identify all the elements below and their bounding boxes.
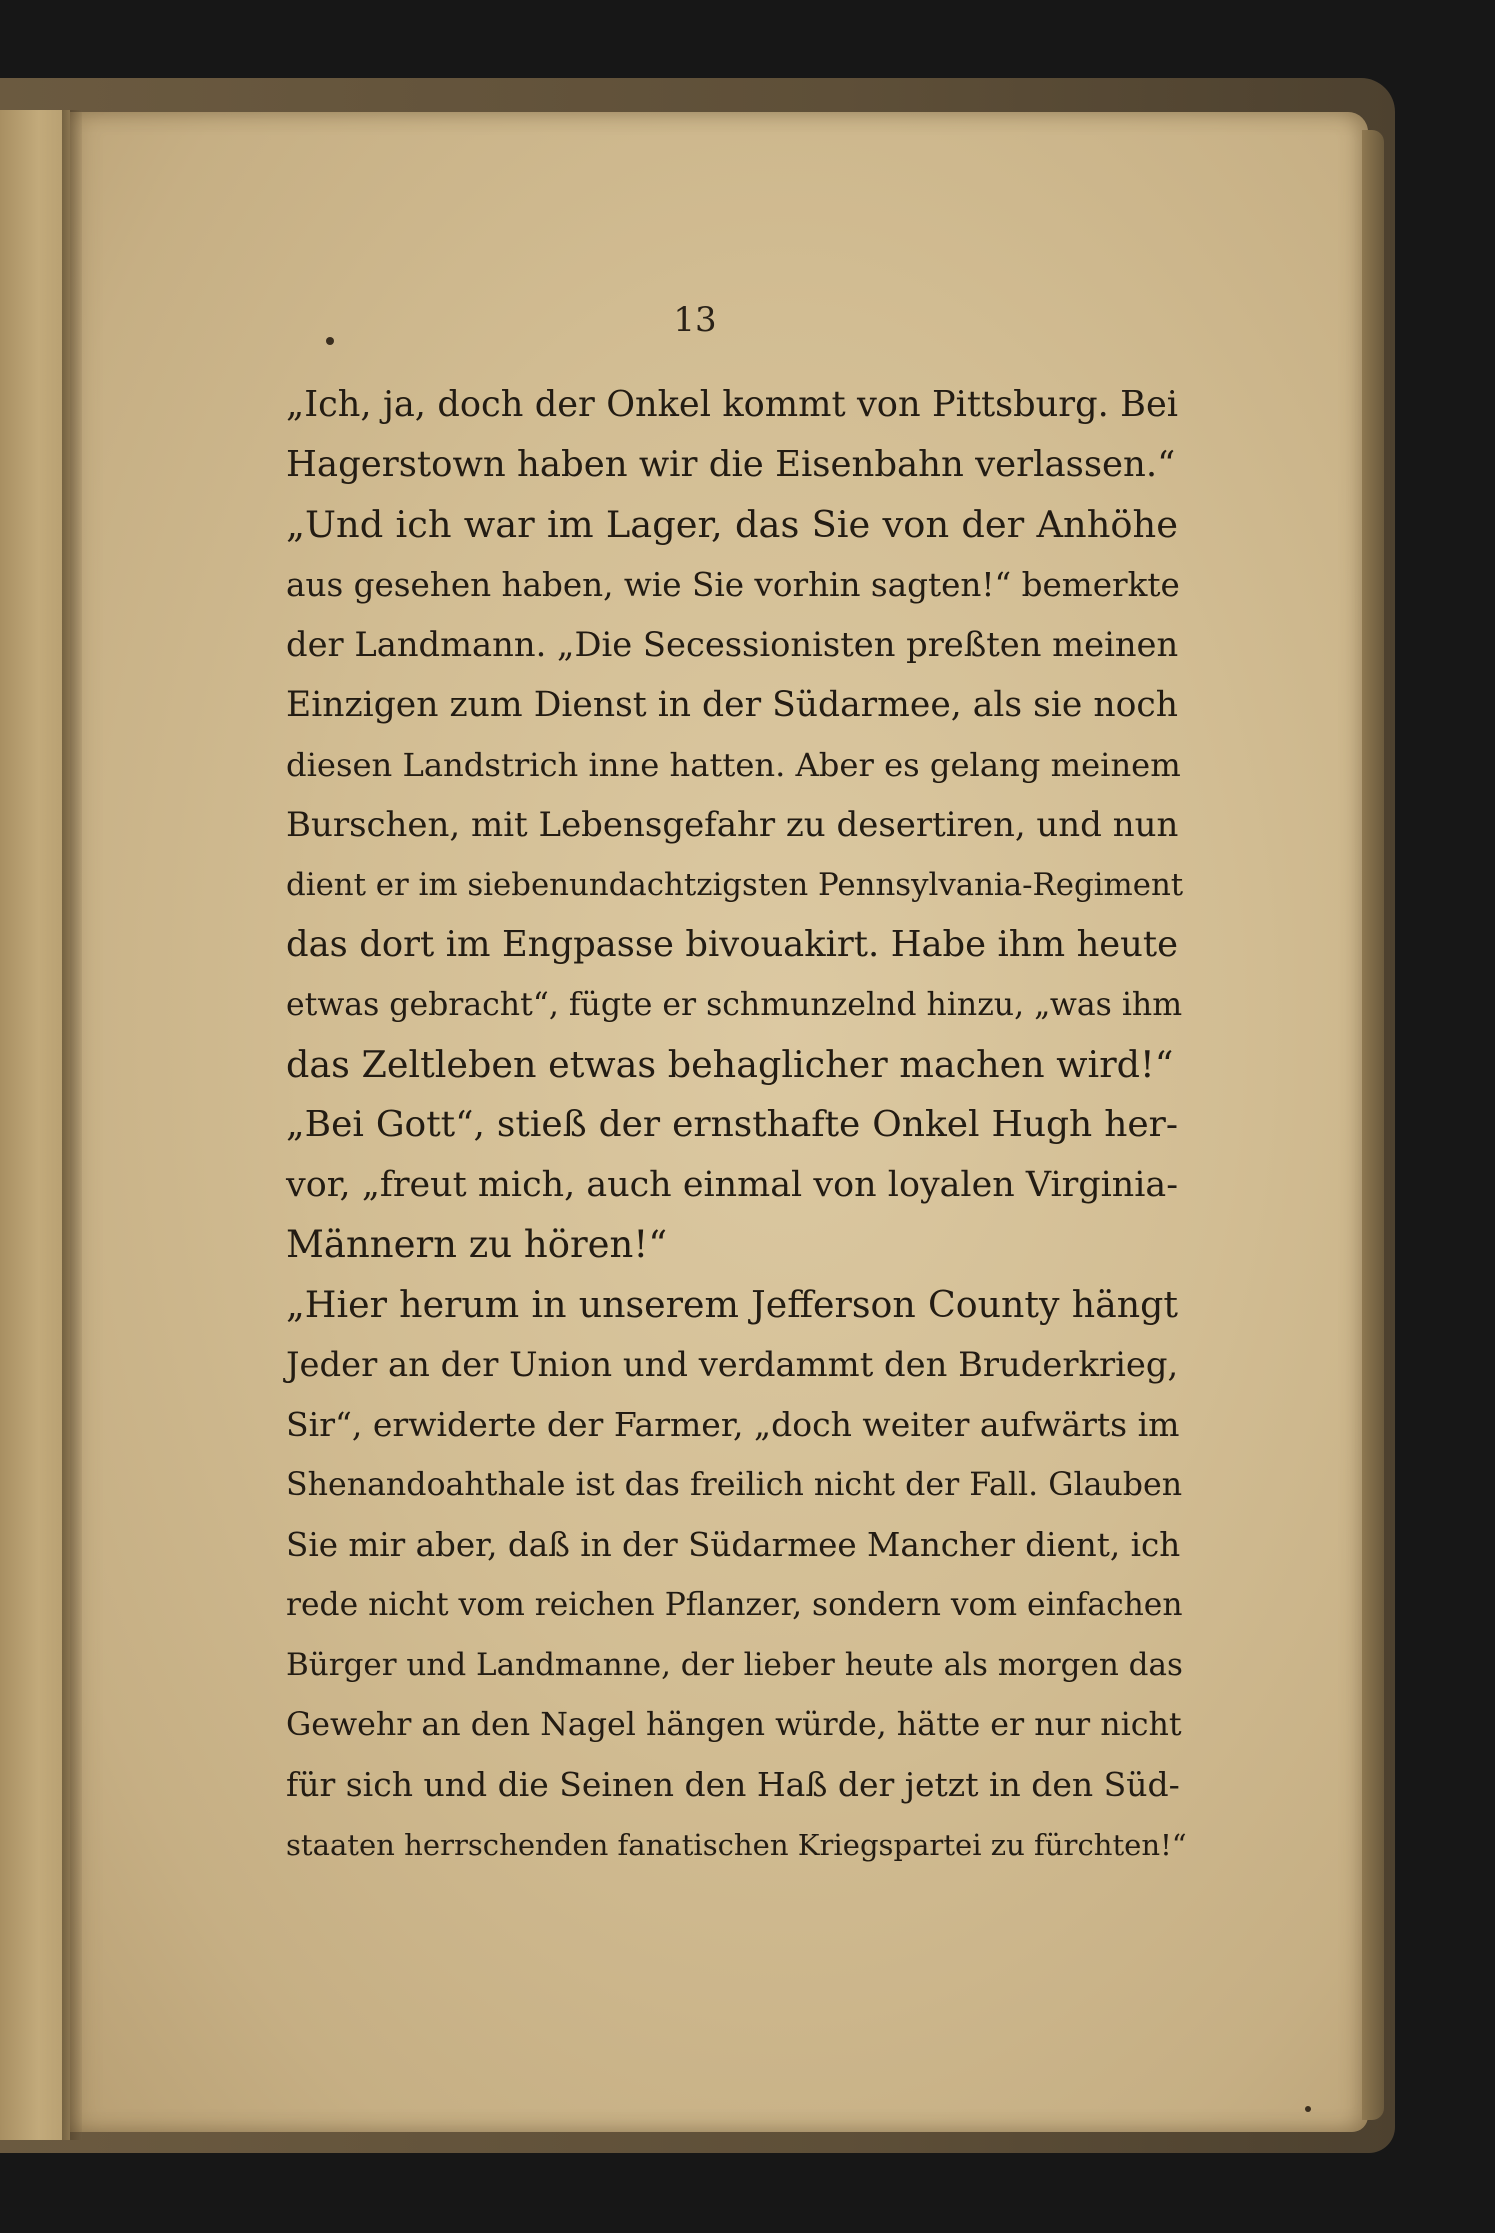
text-line: das Zeltleben etwas behaglicher machen wird!“ — [286, 1043, 1174, 1086]
text-line: aus gesehen haben, wie Sie vorhin sagten!“ bemerkte — [286, 566, 1180, 604]
paragraph — [222, 1275, 1187, 1875]
text-line: Männern zu hören!“ — [286, 1223, 668, 1266]
text-line: das dort im Engpasse bivouakirt. Habe ihm heute — [286, 924, 1178, 965]
text-line: der Landmann. „Die Secessionisten preßten meinen — [286, 625, 1179, 664]
paragraph — [222, 375, 1178, 495]
text-line: „Hier herum in unserem Jefferson County hängt — [286, 1283, 1178, 1326]
text-line: „Ich, ja, doch der Onkel kommt von Pittsburg. Bei — [286, 384, 1178, 425]
page-number: 13 — [673, 300, 717, 340]
text-line: Bürger und Landmanne, der lieber heute als morgen das — [286, 1647, 1183, 1683]
text-line: Jeder an der Union und verdammt den Bruderkrieg, — [286, 1345, 1179, 1384]
paragraph — [222, 495, 1184, 1095]
body-text — [222, 375, 1187, 1875]
page-fore-edge — [1362, 130, 1384, 2120]
text-line: Einzigen zum Dienst in der Südarmee, als sie noch — [286, 685, 1178, 725]
ink-speck — [1305, 2106, 1311, 2112]
text-line: Sie mir aber, daß in der Südarmee Mancher dient, ich — [286, 1526, 1181, 1564]
text-line: rede nicht vom reichen Pflanzer, sondern vom einfachen — [286, 1587, 1183, 1623]
text-line: „Und ich war im Lager, das Sie von der Anhöhe — [286, 503, 1178, 546]
text-line: für sich und die Seinen den Haß der jetzt in den Süd- — [286, 1765, 1180, 1804]
text-line: diesen Landstrich inne hatten. Aber es gelang meinem — [286, 746, 1181, 784]
text-line: staaten herrschenden fanatischen Kriegspartei zu fürchten!“ — [286, 1828, 1187, 1862]
text-line: Gewehr an den Nagel hängen würde, hätte er nur nicht — [286, 1707, 1182, 1743]
text-line: Burschen, mit Lebensgefahr zu desertiren, und nun — [286, 805, 1179, 845]
text-line: dient er im siebenundachtzigsten Pennsylvania-Regiment — [286, 867, 1184, 903]
paragraph — [222, 1095, 1178, 1275]
text-line: Sir“, erwiderte der Farmer, „doch weiter aufwärts im — [286, 1405, 1180, 1444]
text-line: Shenandoahthale ist das freilich nicht der Fall. Glauben — [286, 1467, 1183, 1503]
book-gutter — [62, 110, 82, 2140]
verso-page-edge — [0, 110, 70, 2140]
text-line: vor, „freut mich, auch einmal von loyalen Virginia- — [286, 1165, 1178, 1205]
text-line: Hagerstown haben wir die Eisenbahn verlassen.“ — [286, 444, 1176, 485]
text-line: etwas gebracht“, fügte er schmunzelnd hinzu, „was ihm — [286, 987, 1183, 1023]
text-line: „Bei Gott“, stieß der ernsthafte Onkel Hugh her- — [286, 1104, 1178, 1145]
